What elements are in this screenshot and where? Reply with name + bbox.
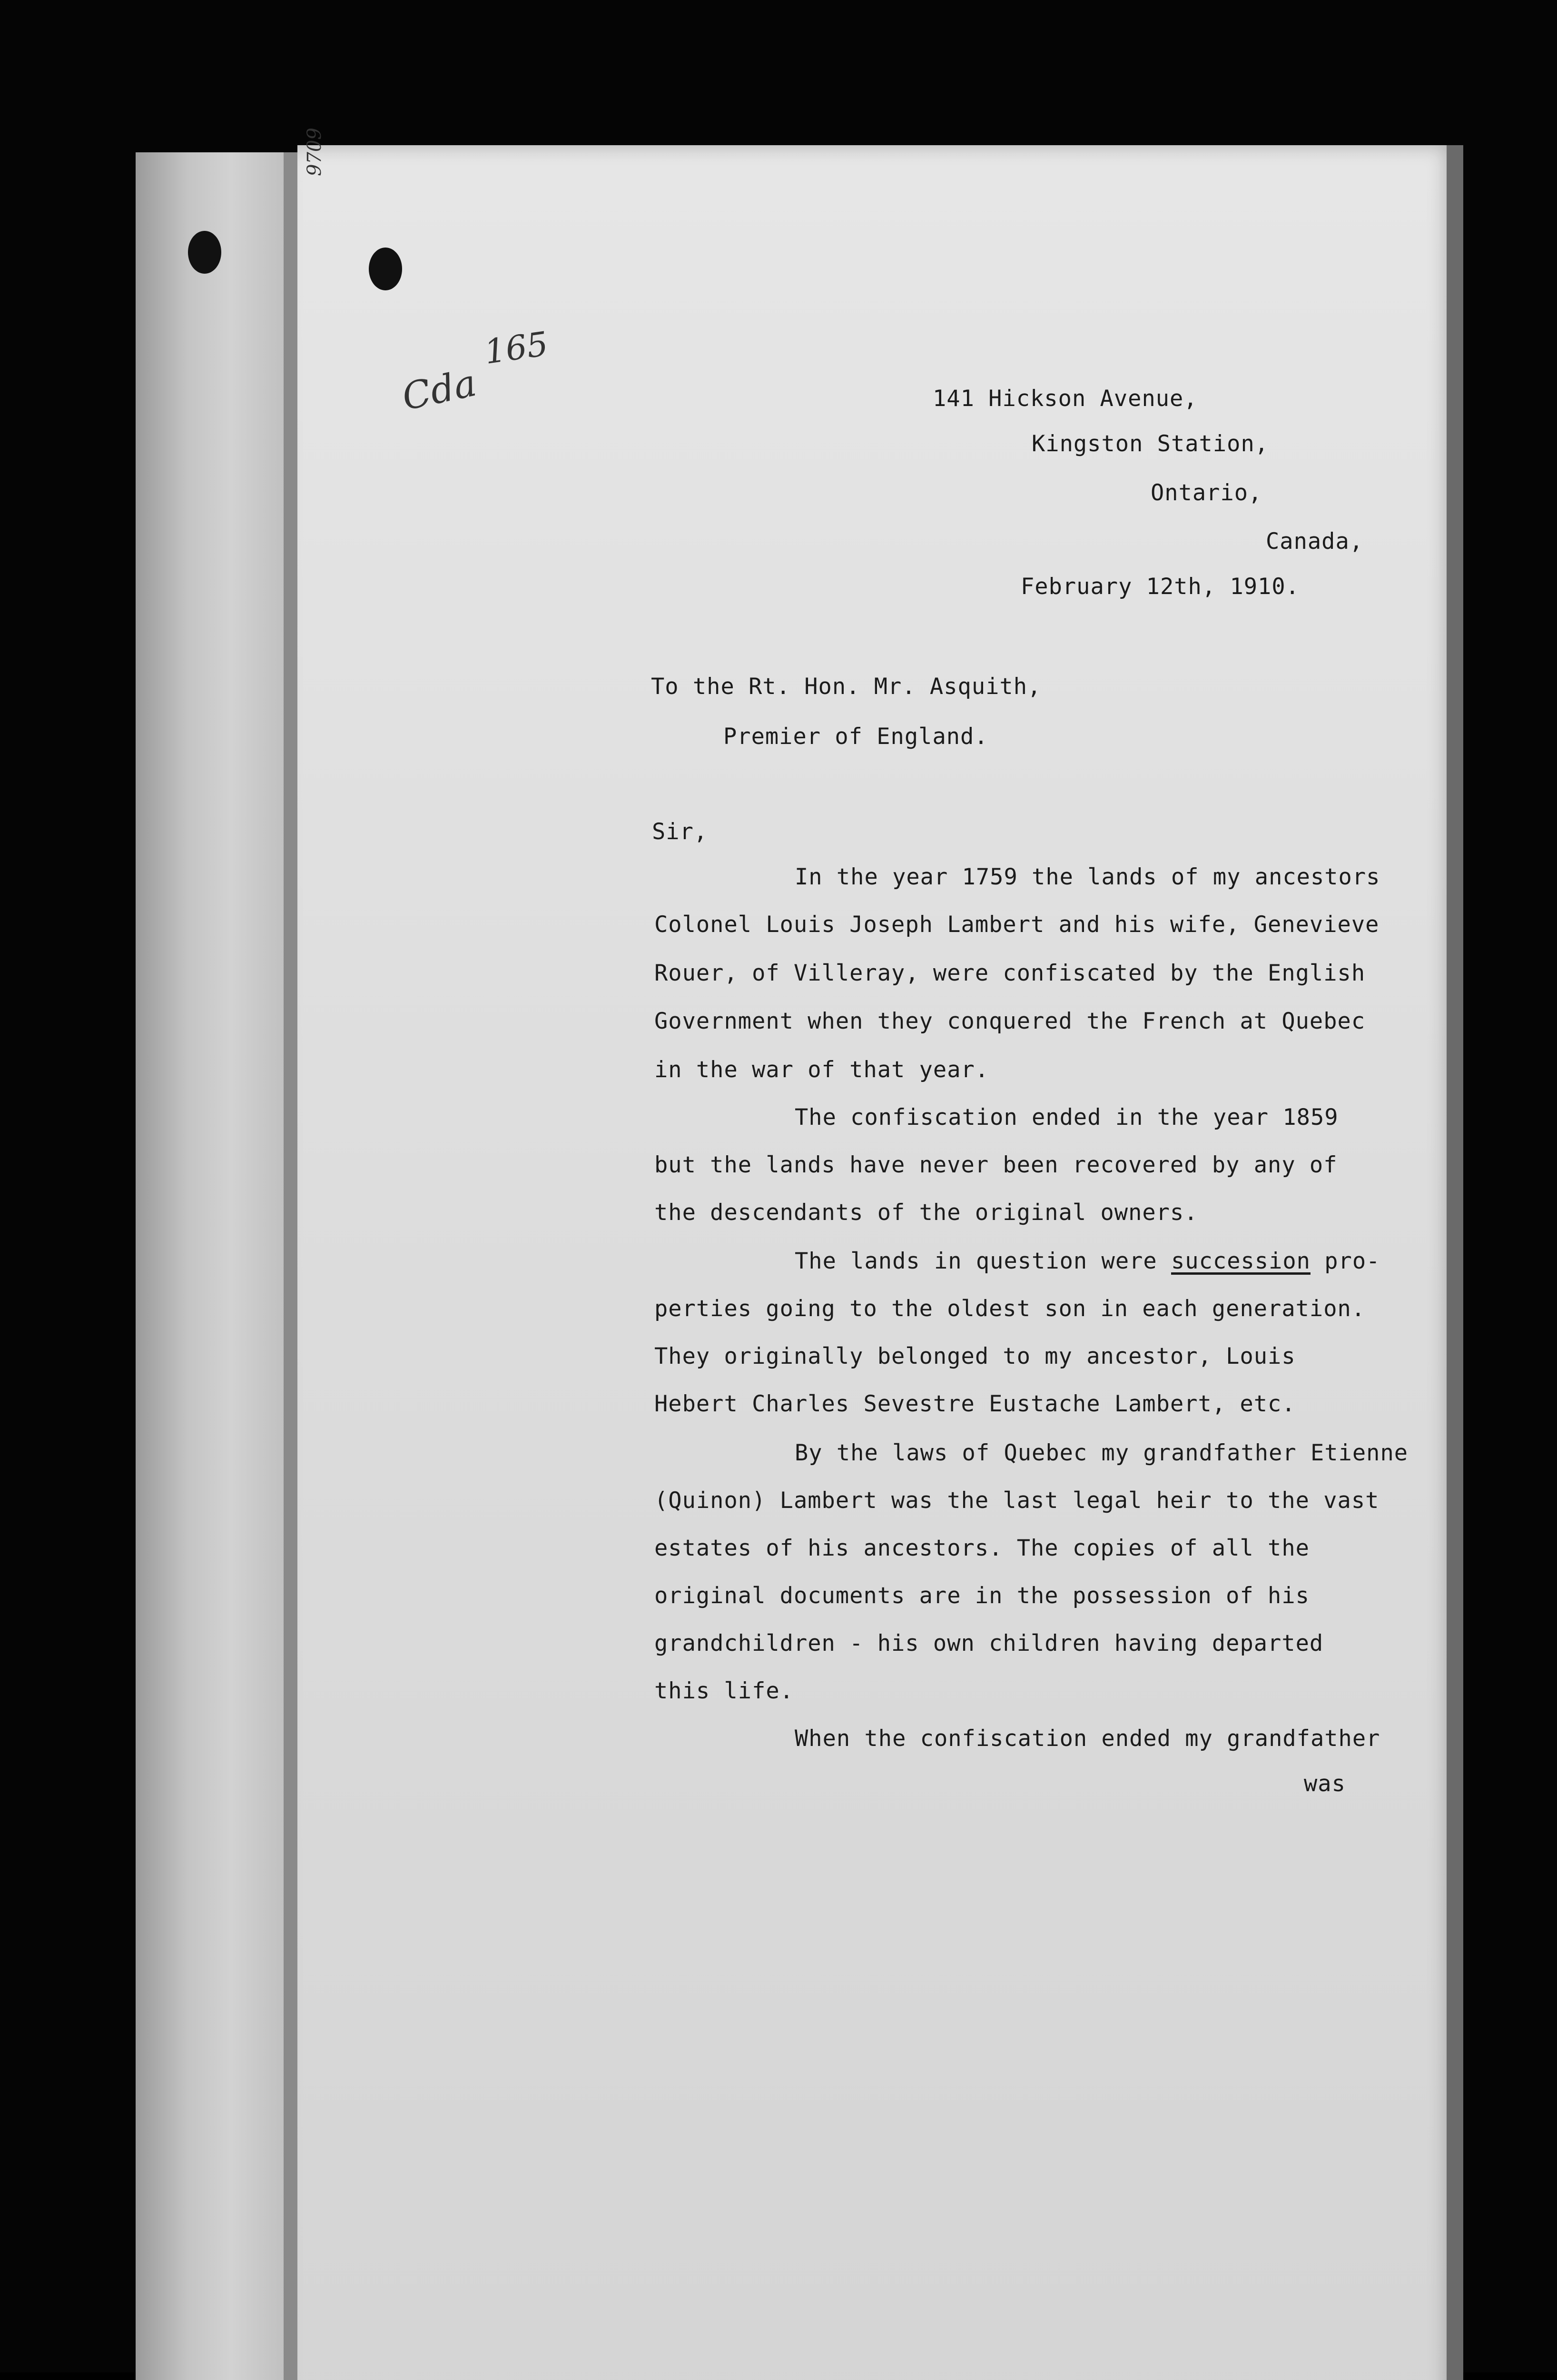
body-line: By the laws of Quebec my grandfather Etienne — [795, 1440, 1409, 1466]
body-line: (Quinon) Lambert was the last legal heir to the vast — [654, 1488, 1380, 1514]
body-line: in the war of that year. — [654, 1057, 989, 1083]
salutation: Sir, — [652, 819, 708, 845]
body-line: grandchildren - his own children having departed — [654, 1630, 1324, 1656]
margin-note-165: 165 — [482, 324, 551, 372]
recipient-line-2: Premier of England. — [723, 724, 988, 750]
punch-hole — [188, 231, 221, 274]
address-line-3: Ontario, — [1151, 480, 1262, 506]
body-line-text: The lands in question were — [795, 1248, 1157, 1274]
body-line: perties going to the oldest son in each generation. — [654, 1296, 1366, 1322]
address-line-4: Canada, — [1266, 528, 1364, 555]
body-line: In the year 1759 the lands of my ancestors — [795, 864, 1380, 890]
body-line: original documents are in the possession of his — [654, 1583, 1310, 1609]
body-line: They originally belonged to my ancestor, Louis — [654, 1343, 1296, 1369]
body-line: but the lands have never been recovered by any of — [654, 1152, 1338, 1178]
body-line — [795, 1248, 1380, 1274]
body-line: Colonel Louis Joseph Lambert and his wife, Genevieve — [654, 912, 1380, 938]
body-line: Hebert Charles Sevestre Eustache Lambert, etc. — [654, 1391, 1296, 1417]
body-line: The confiscation ended in the year 1859 — [795, 1104, 1339, 1130]
body-line-text: pro- — [1324, 1248, 1380, 1274]
recipient-line-1: To the Rt. Hon. Mr. Asquith, — [651, 674, 1042, 700]
margin-note-cda: Cda — [398, 361, 480, 419]
body-line: Rouer, of Villeray, were confiscated by the English — [654, 960, 1366, 986]
margin-note-number: 9709 — [304, 128, 325, 176]
page-shadow — [1447, 145, 1463, 2380]
body-line: estates of his ancestors. The copies of all the — [654, 1535, 1310, 1561]
address-line-1: 141 Hickson Avenue, — [933, 386, 1198, 412]
address-line-2: Kingston Station, — [1032, 431, 1269, 457]
body-line: was — [1304, 1771, 1346, 1797]
body-line: the descendants of the original owners. — [654, 1200, 1198, 1226]
punch-hole — [369, 248, 402, 290]
letter-date: February 12th, 1910. — [1021, 574, 1300, 600]
body-line: this life. — [654, 1678, 794, 1704]
body-line: Government when they conquered the French at Quebec — [654, 1008, 1366, 1034]
underlined-word: succession — [1171, 1248, 1311, 1274]
body-line: When the confiscation ended my grandfather — [795, 1726, 1380, 1752]
